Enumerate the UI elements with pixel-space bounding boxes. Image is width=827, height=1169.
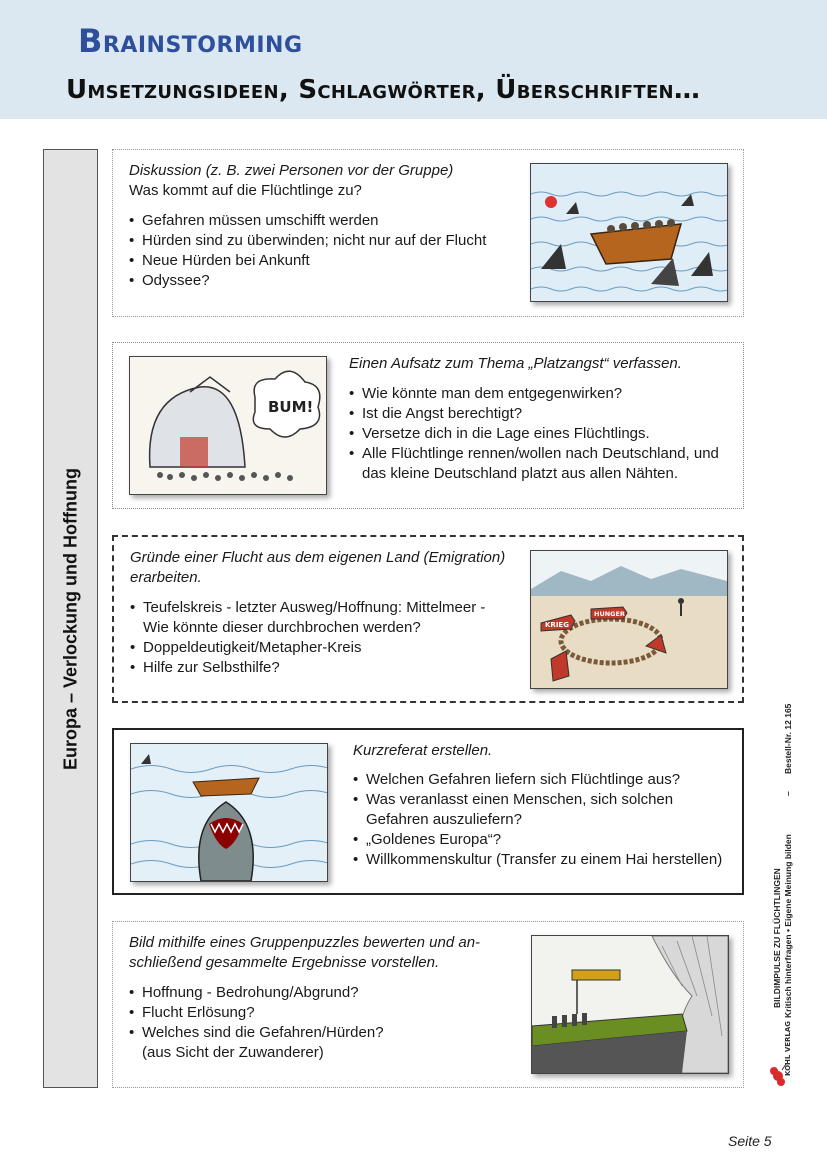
bullet-list: [353, 770, 738, 870]
topic-sidebar: [43, 149, 98, 1088]
bullet-item: • Odyssee?: [129, 271, 519, 291]
bum-text: BUM!: [268, 398, 314, 416]
publisher-info: [770, 688, 810, 1048]
topic-label: Europa – Verlockung und Hoffnung: [60, 467, 80, 770]
bullet-item: • Doppeldeutigkeit/Metapher-Kreis: [130, 638, 525, 658]
idea-card-group-puzzle: [112, 921, 744, 1088]
card-text: [129, 161, 519, 291]
card-text: [130, 548, 525, 678]
bullet-item: • Hürden sind zu überwinden; nicht nur auf der Flucht: [129, 231, 519, 251]
idea-card-discussion: [112, 149, 744, 317]
bullet-item: • Neue Hürden bei Ankunft: [129, 251, 519, 271]
bullet-item: • Teufelskreis - letzter Ausweg/Hoffnung: Mittelmeer - Wie könnte dieser durchbrochen werden?: [130, 598, 525, 638]
page-title: Brainstorming: [78, 22, 303, 60]
card-intro: Gründe einer Flucht aus dem eigenen Land (Emigration) erarbeiten.: [130, 549, 506, 586]
card-question: Was kommt auf die Flüchtlinge zu?: [129, 182, 362, 199]
sign-hunger: HUNGER: [594, 610, 625, 618]
bullet-item: • Welchen Gefahren liefern sich Flüchtlinge aus?: [353, 770, 738, 790]
cartoon-shark-boat: [130, 743, 328, 882]
bullet-item: • Hilfe zur Selbsthilfe?: [130, 658, 525, 678]
series-title: BILDIMPULSE ZU FLÜCHTLINGEN: [772, 868, 782, 1008]
bullet-item: • Wie könnte man dem entgegenwirken?: [349, 384, 741, 404]
idea-card-essay: [112, 342, 744, 509]
bullet-list: [129, 211, 519, 291]
order-number: Bestell-Nr. 12 165: [783, 703, 793, 774]
card-intro: Bild mithilfe eines Gruppenpuzzles bewerten und an- schließend gesammelte Ergebnisse vorstellen.: [129, 934, 481, 971]
series-subtitle: Kritisch hinterfragen • Eigene Meinung bilden: [783, 834, 793, 1018]
publisher-logo: [768, 1014, 798, 1094]
page-subtitle: Umsetzungsideen, Schlagwörter, Überschriften…: [66, 75, 701, 105]
card-text: [353, 741, 738, 870]
card-intro: Diskussion (z. B. zwei Personen vor der Gruppe): [129, 162, 454, 179]
card-intro: Einen Aufsatz zum Thema „Platzangst“ verfassen.: [349, 355, 682, 372]
bullet-item: • „Goldenes Europa“?: [353, 830, 738, 850]
cartoon-boat-sharks: [530, 163, 728, 302]
bullet-item: • Was veranlasst einen Menschen, sich solchen Gefahren auszuliefern?: [353, 790, 738, 830]
bullet-item: • Alle Flüchtlinge rennen/wollen nach Deutschland, und das kleine Deutschland platzt aus allen Nähten.: [349, 444, 741, 484]
cartoon-cliff-path: [531, 935, 729, 1074]
bullet-item: • Hoffnung - Bedrohung/Abgrund?: [129, 983, 524, 1003]
bullet-item: • Willkommenskultur (Transfer zu einem Hai herstellen): [353, 850, 738, 870]
bullet-item: • Gefahren müssen umschifft werden: [129, 211, 519, 231]
idea-card-presentation: [112, 728, 744, 895]
page-number: Seite 5: [728, 1133, 772, 1149]
bullet-item: • Versetze dich in die Lage eines Flüchtlings.: [349, 424, 741, 444]
bullet-list: [349, 384, 741, 484]
logo-text: KOHL VERLAG: [784, 1020, 792, 1076]
page-header: [0, 0, 827, 119]
idea-card-emigration: [112, 535, 744, 703]
cartoon-vicious-circle: [530, 550, 728, 689]
card-text: [129, 933, 524, 1063]
card-text: [349, 354, 741, 484]
bullet-list: [130, 598, 525, 678]
separator-dash: –: [783, 791, 793, 796]
sign-war: KRIEG: [545, 621, 569, 629]
cartoon-crowded-germany: [129, 356, 327, 495]
bullet-item: • Flucht Erlösung?: [129, 1003, 524, 1023]
bullet-item: • Welches sind die Gefahren/Hürden? (aus Sicht der Zuwanderer): [129, 1023, 524, 1063]
card-intro: Kurzreferat erstellen.: [353, 742, 493, 759]
bullet-list: [129, 983, 524, 1063]
bullet-item: • Ist die Angst berechtigt?: [349, 404, 741, 424]
